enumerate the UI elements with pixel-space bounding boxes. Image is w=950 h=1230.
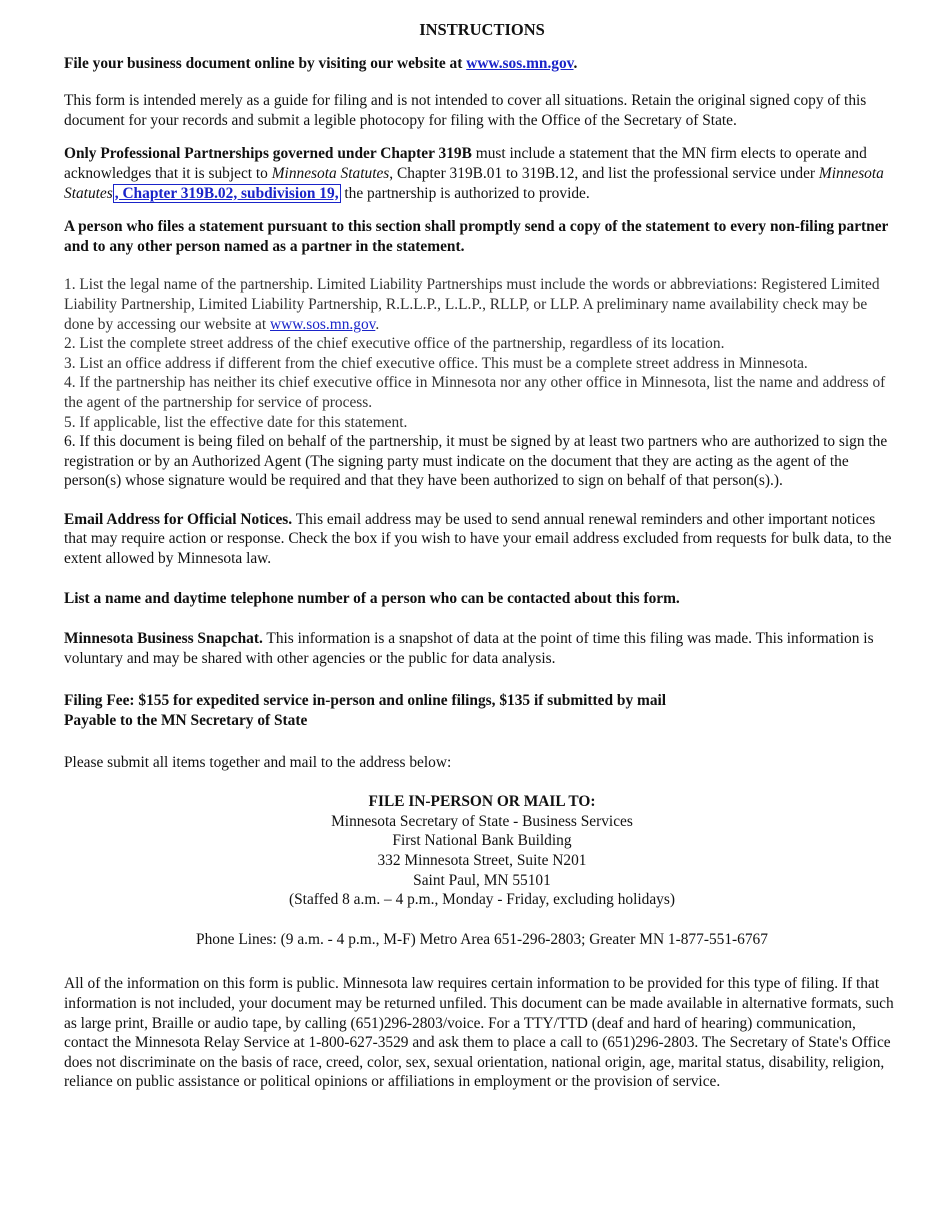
filing-fee: Filing Fee: $155 for expedited service in-person and online filings, $135 if submitted by mail Payable to the MN Secretary of State — [64, 692, 667, 730]
intro-paragraph: This form is intended merely as a guide for filing and is not intended to cover all situations. Retain the original signed copy of this document for your records and submit a legible photocopy for filing with the Office of the Secretary of State. — [64, 92, 867, 129]
numbered-instructions — [64, 275, 900, 491]
instruction-item: 3. List an office address if different from the chief executive office. This must be a complete street address in Minnesota. — [64, 354, 808, 372]
instruction-item: 6. If this document is being filed on behalf of the partnership, it must be signed by at least two partners who are authorized to sign the registration or by an Authorized Agent (The signing party must indicate on the document that they are acting as the agent of the person(s) whose signature would be required and that they have been authorized to sign on behalf of that person(s).). — [64, 433, 888, 490]
phone-lines: Phone Lines: (9 a.m. - 4 p.m., M-F) Metro Area 651-296-2803; Greater MN 1-877-551-6767 — [196, 930, 768, 948]
instruction-item: 2. List the complete street address of the chief executive office of the partnership, regardless of its location. — [64, 335, 725, 353]
chapter-319b-link[interactable]: , Chapter 319B.02, subdivision 19, — [114, 184, 339, 202]
snapchat-paragraph: Minnesota Business Snapchat. This information is a snapshot of data at the point of time this filing was made. This information is voluntary and may be shared with other agencies or the public for data analysis. — [64, 630, 874, 667]
professional-partnership-paragraph: Only Professional Partnerships governed under Chapter 319B must include a statement that the MN firm elects to operate and acknowledges that it is subject to Minnesota Statutes, Chapter 319B.01 to 319B.12, and list the professional service under Minnesota Statutes , Chapter 319B.02, subdivision 19, the partnership is authorized to provide. — [64, 145, 884, 202]
public-information-paragraph: All of the information on this form is public. Minnesota law requires certain information to be provided for this type of filing. If that information is not included, your document may be returned unfiled. This document can be made available in alternative formats, such as large print, Braille or audio tape, by calling (651)296-2803/voice. For a TTY/TTD (deaf and hard of hearing) communication, contact the Minnesota Relay Service at 1-800-627-3529 and ask them to place a call to (651)296-2803. The Secretary of State's Office does not discriminate on the basis of race, creed, color, sex, sexual orientation, national origin, age, marital status, disability, religion, reliance on public assistance or political opinions or affiliations in employment or the provision of service. — [64, 975, 894, 1091]
instruction-item: 4. If the partnership has neither its chief executive office in Minnesota nor any other office in Minnesota, list the name and address of the agent of the partnership for service of process. — [64, 374, 886, 411]
instructions-page — [64, 20, 900, 1092]
online-filing-notice: File your business document online by visiting our website at www.sos.mn.gov. — [64, 54, 578, 72]
mailing-address: FILE IN-PERSON OR MAIL TO: Minnesota Secretary of State - Business Services First National Bank Building 332 Minnesota Street, Suite N201 Saint Paul, MN 55101 (Staffed 8 a.m. – 4 p.m., Monday - Friday, excluding holidays) — [64, 792, 900, 910]
page-title: INSTRUCTIONS — [419, 20, 545, 39]
instruction-item: 1. List the legal name of the partnership. Limited Liability Partnerships must include the words or abbreviations: Registered Limited Liability Partnership, Limited Liability Partnership, R.L.L.P., L.L.P., RLLP, or LLP. A preliminary name availability check may be done by accessing our website at www.sos.mn.gov. — [64, 276, 880, 333]
website-link[interactable]: www.sos.mn.gov — [466, 54, 574, 72]
contact-instruction: List a name and daytime telephone number of a person who can be contacted about this form. — [64, 589, 680, 607]
submit-instruction: Please submit all items together and mail to the address below: — [64, 753, 452, 771]
address-heading: FILE IN-PERSON OR MAIL TO: — [368, 793, 596, 811]
email-notice-paragraph: Email Address for Official Notices. This email address may be used to send annual renewal reminders and other important notices that may require action or response. Check the box if you wish to have your email address excluded from requests for bulk data, to the extent allowed by Minnesota law. — [64, 510, 892, 568]
statement-notice: A person who files a statement pursuant to this section shall promptly send a copy of the statement to every non-filing partner and to any other person named as a partner in the statement. — [64, 218, 889, 255]
instruction-item: 5. If applicable, list the effective date for this statement. — [64, 413, 408, 431]
website-link[interactable]: www.sos.mn.gov — [270, 315, 376, 333]
